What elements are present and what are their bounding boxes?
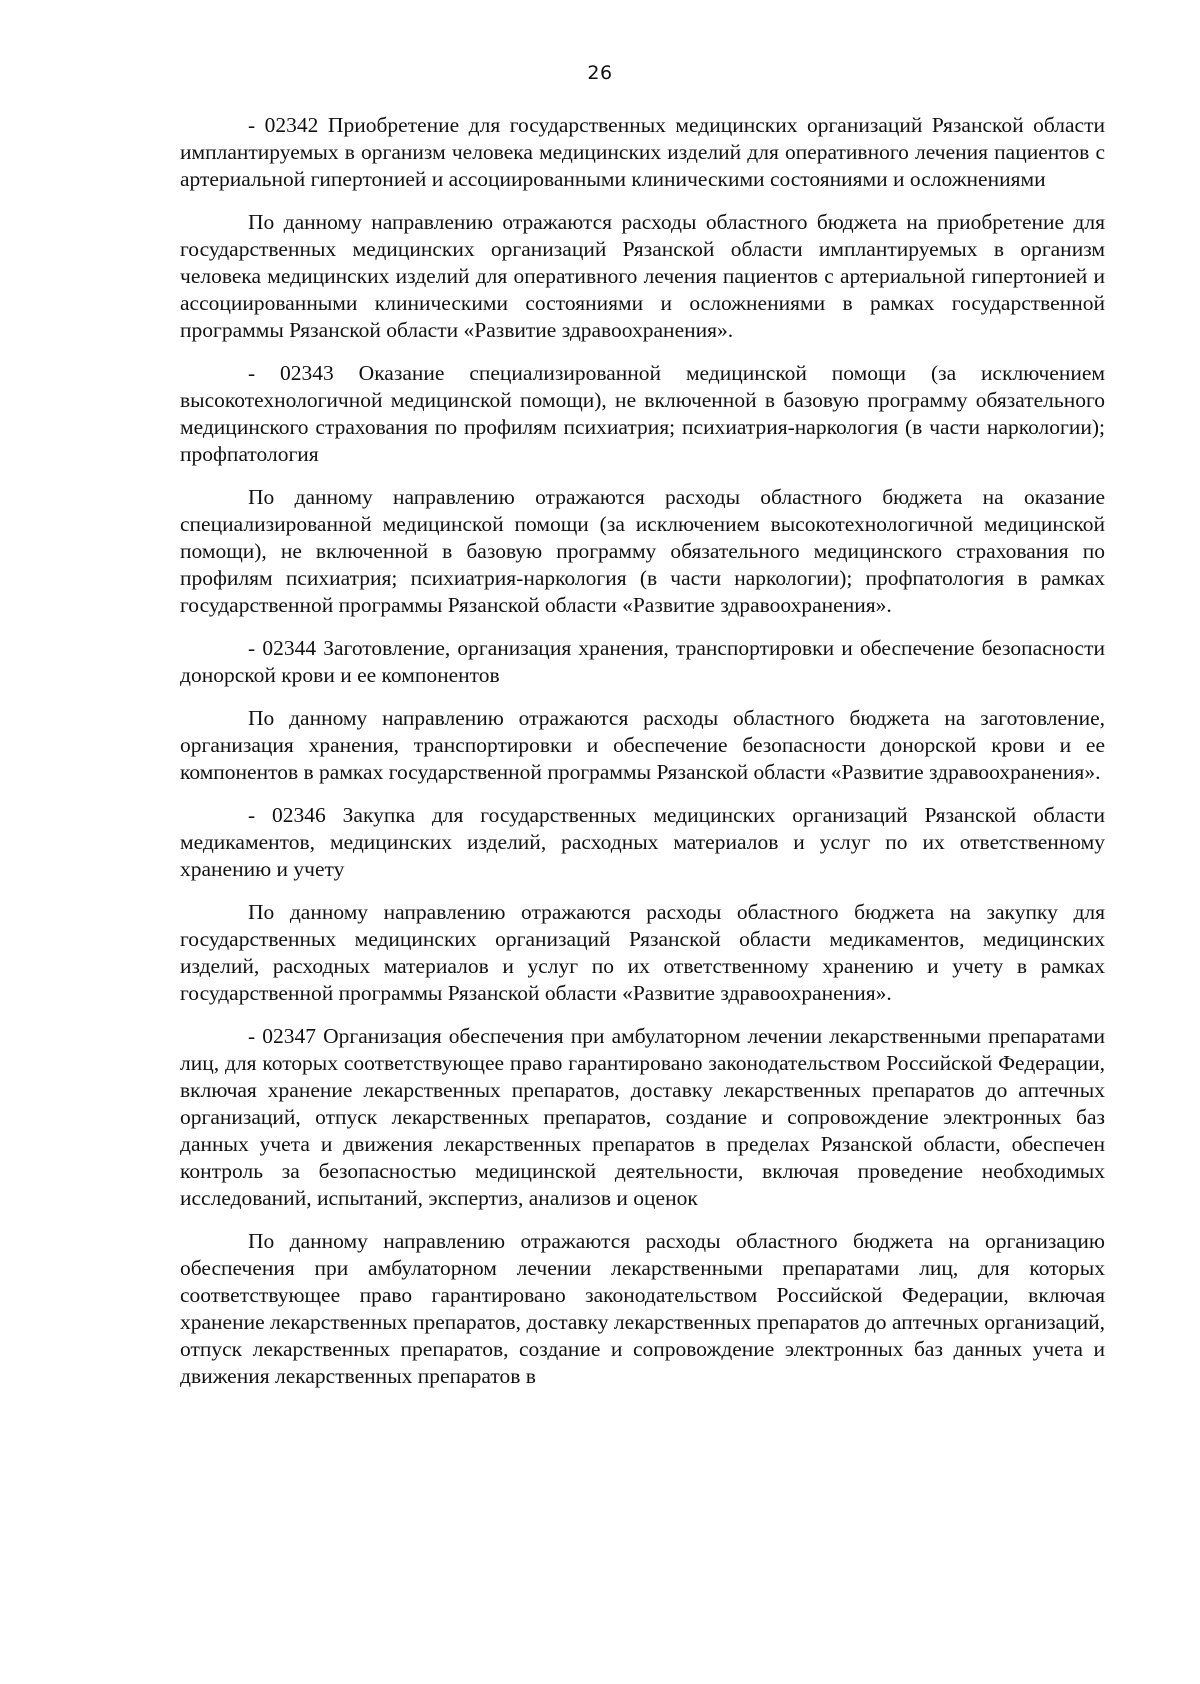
page-number: 26	[587, 62, 613, 84]
item-description-02343: По данному направлению отражаются расходы областного бюджета на оказание специализированной медицинской помощи (за исключением высокотехнологичной медицинской помощи), не включенной в базовую программу обязательного медицинского страхования по профилям психиатрия; психиатрия-наркология (в части наркологии); профпатология в рамках государственной программы Рязанской области «Развитие здравоохранения».	[180, 485, 1105, 617]
item-heading-02343: - 02343 Оказание специализированной медицинской помощи (за исключением высокотехнологичной медицинской помощи), не включенной в базовую программу обязательного медицинского страхования по профилям психиатрия; психиатрия-наркология (в части наркологии); профпатология	[180, 361, 1105, 466]
document-body	[180, 112, 1105, 1406]
item-heading-02344: - 02344 Заготовление, организация хранения, транспортировки и обеспечение безопасности донорской крови и ее компонентов	[180, 636, 1105, 687]
item-heading-02347: - 02347 Организация обеспечения при амбулаторном лечении лекарственными препаратами лиц, для которых соответствующее право гарантировано законодательством Российской Федерации, включая хранение лекарственных препаратов, доставку лекарственных препаратов до аптечных организаций, отпуск лекарственных препаратов, создание и сопровождение электронных баз данных учета и движения лекарственных препаратов в пределах Рязанской области, обеспечен контроль за безопасностью медицинской деятельности, включая проведение необходимых исследований, испытаний, экспертиз, анализов и оценок	[180, 1024, 1105, 1210]
item-description-02344: По данному направлению отражаются расходы областного бюджета на заготовление, организация хранения, транспортировки и обеспечение безопасности донорской крови и ее компонентов в рамках государственной программы Рязанской области «Развитие здравоохранения».	[180, 706, 1105, 784]
item-heading-02342: - 02342 Приобретение для государственных медицинских организаций Рязанской области имплантируемых в организм человека медицинских изделий для оперативного лечения пациентов с артериальной гипертонией и ассоциированными клиническими состояниями и осложнениями	[180, 113, 1105, 191]
item-heading-02346: - 02346 Закупка для государственных медицинских организаций Рязанской области медикаментов, медицинских изделий, расходных материалов и услуг по их ответственному хранению и учету	[180, 803, 1105, 881]
item-description-02342: По данному направлению отражаются расходы областного бюджета на приобретение для государственных медицинских организаций Рязанской области имплантируемых в организм человека медицинских изделий для оперативного лечения пациентов с артериальной гипертонией и ассоциированными клиническими состояниями и осложнениями в рамках государственной программы Рязанской области «Развитие здравоохранения».	[180, 210, 1105, 342]
item-description-02346: По данному направлению отражаются расходы областного бюджета на закупку для государственных медицинских организаций Рязанской области медикаментов, медицинских изделий, расходных материалов и услуг по их ответственному хранению и учету в рамках государственной программы Рязанской области «Развитие здравоохранения».	[180, 900, 1105, 1005]
item-description-02347: По данному направлению отражаются расходы областного бюджета на организацию обеспечения при амбулаторном лечении лекарственными препаратами лиц, для которых соответствующее право гарантировано законодательством Российской Федерации, включая хранение лекарственных препаратов, доставку лекарственных препаратов до аптечных организаций, отпуск лекарственных препаратов, создание и сопровождение электронных баз данных учета и движения лекарственных препаратов в	[180, 1229, 1105, 1388]
